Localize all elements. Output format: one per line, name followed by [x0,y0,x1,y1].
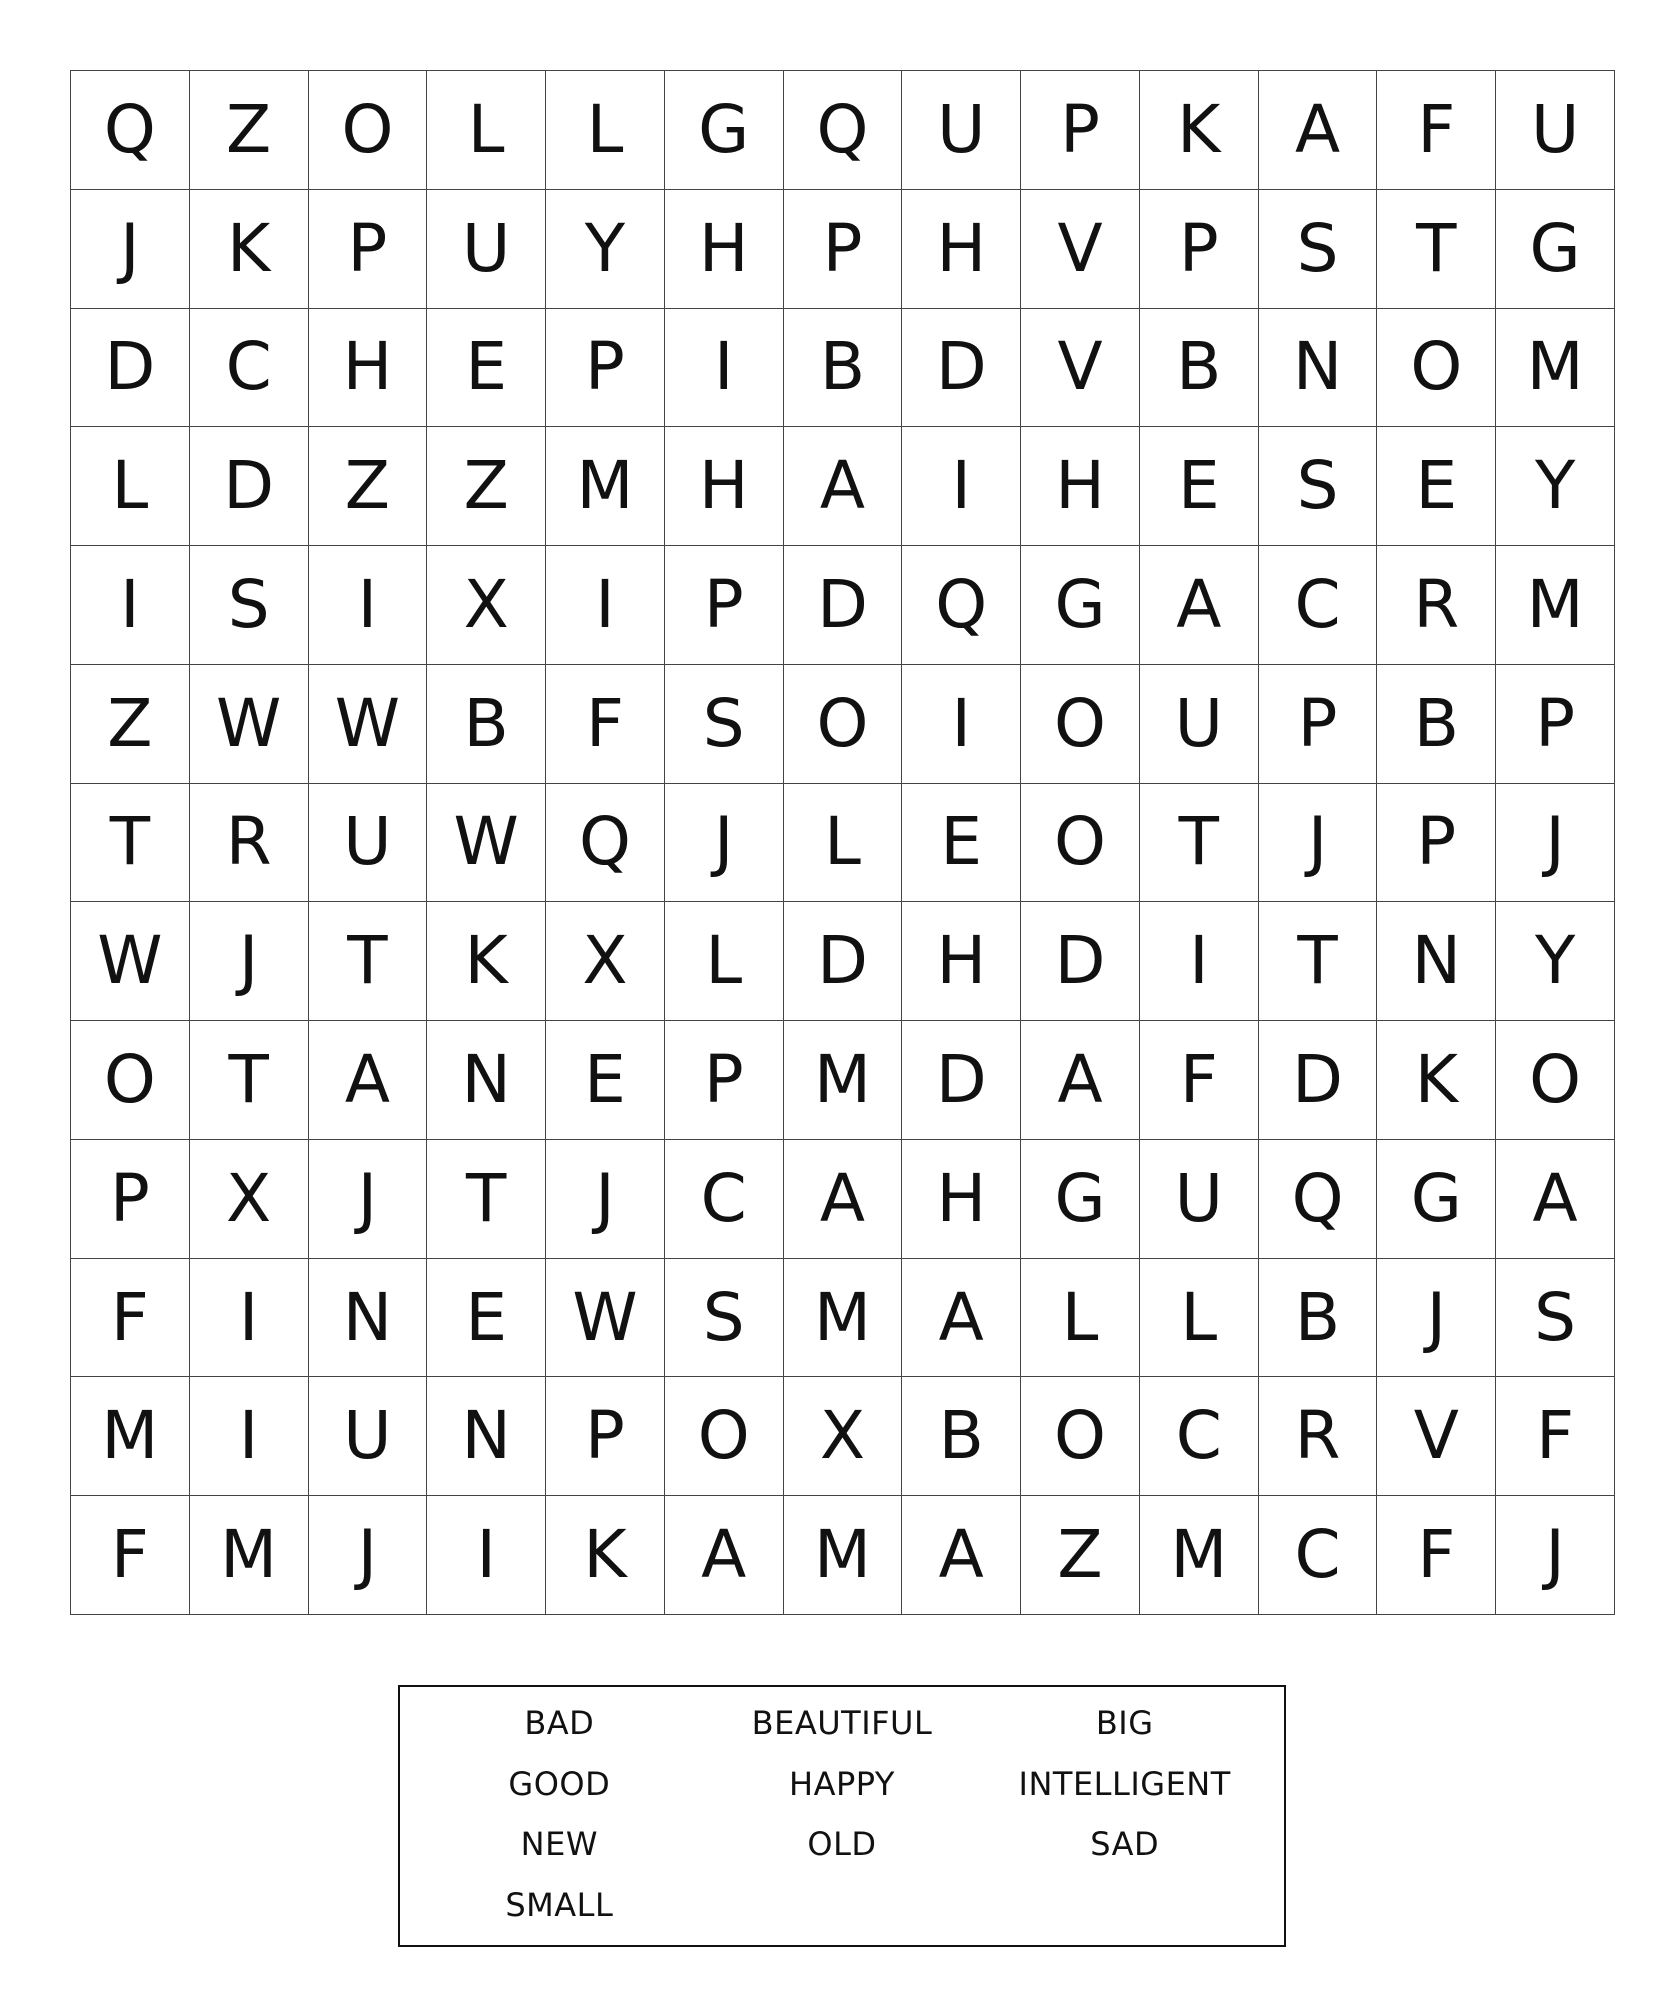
grid-cell[interactable]: F [71,1259,190,1378]
grid-cell[interactable]: A [784,427,903,546]
grid-cell[interactable]: S [1496,1259,1615,1378]
grid-cell[interactable]: X [427,546,546,665]
grid-cell[interactable]: W [546,1259,665,1378]
grid-cell[interactable]: L [784,784,903,903]
grid-cell[interactable]: G [1377,1140,1496,1259]
grid-cell[interactable]: F [546,665,665,784]
grid-cell[interactable]: I [427,1496,546,1615]
grid-cell[interactable]: E [427,1259,546,1378]
grid-cell[interactable]: L [71,427,190,546]
grid-cell[interactable]: Y [546,190,665,309]
grid-cell[interactable]: P [546,1377,665,1496]
grid-cell[interactable]: I [309,546,428,665]
grid-cell[interactable]: P [1021,71,1140,190]
word-list-item: SMALL [505,1885,614,1924]
word-list-item: INTELLIGENT [1018,1764,1231,1803]
grid-cell[interactable]: P [665,546,784,665]
grid-cell[interactable]: O [1377,309,1496,428]
grid-cell[interactable]: Z [71,665,190,784]
grid-cell[interactable]: B [1377,665,1496,784]
grid-cell[interactable]: X [784,1377,903,1496]
grid-cell[interactable]: S [665,665,784,784]
grid-cell[interactable]: E [902,784,1021,903]
grid-cell[interactable]: A [1496,1140,1615,1259]
grid-cell[interactable]: B [1140,309,1259,428]
grid-cell[interactable]: H [902,190,1021,309]
grid-cell[interactable]: S [1259,190,1378,309]
grid-cell[interactable]: P [784,190,903,309]
grid-cell[interactable]: H [665,190,784,309]
grid-cell[interactable]: K [546,1496,665,1615]
grid-cell[interactable]: D [71,309,190,428]
grid-cell[interactable]: O [1021,665,1140,784]
grid-cell[interactable]: E [1377,427,1496,546]
grid-cell[interactable]: B [1259,1259,1378,1378]
grid-cell[interactable]: A [309,1021,428,1140]
grid-cell[interactable]: T [71,784,190,903]
grid-cell[interactable]: M [784,1496,903,1615]
grid-cell[interactable]: M [71,1377,190,1496]
word-list-item: BEAUTIFUL [751,1704,933,1742]
grid-cell[interactable]: U [902,71,1021,190]
grid-cell[interactable]: Q [902,546,1021,665]
grid-cell[interactable]: K [1140,71,1259,190]
grid-cell[interactable]: W [309,665,428,784]
letter-grid [70,70,1615,1615]
grid-cell[interactable]: R [1377,546,1496,665]
grid-cell[interactable]: J [1377,1259,1496,1378]
grid-cell[interactable]: D [1259,1021,1378,1140]
grid-cell[interactable]: U [1140,1140,1259,1259]
grid-cell[interactable]: B [784,309,903,428]
grid-cell[interactable]: D [784,902,903,1021]
grid-cell[interactable]: G [1021,546,1140,665]
grid-cell[interactable]: D [902,309,1021,428]
grid-cell[interactable]: W [71,902,190,1021]
grid-cell[interactable]: O [1021,1377,1140,1496]
grid-cell[interactable]: V [1021,309,1140,428]
grid-cell[interactable]: H [902,1140,1021,1259]
grid-cell[interactable]: N [1377,902,1496,1021]
grid-cell[interactable]: I [902,427,1021,546]
grid-cell[interactable]: X [190,1140,309,1259]
grid-cell[interactable]: I [71,546,190,665]
grid-cell[interactable]: U [309,784,428,903]
grid-cell[interactable]: A [1021,1021,1140,1140]
grid-cell[interactable]: O [1021,784,1140,903]
grid-cell[interactable]: I [190,1259,309,1378]
grid-cell[interactable]: Z [309,427,428,546]
grid-cell[interactable]: U [309,1377,428,1496]
grid-cell[interactable]: L [546,71,665,190]
grid-cell[interactable]: L [1140,1259,1259,1378]
word-list-box [398,1685,1286,1947]
grid-cell[interactable]: O [1496,1021,1615,1140]
grid-cell[interactable]: R [1259,1377,1378,1496]
grid-cell[interactable]: K [190,190,309,309]
grid-cell[interactable]: F [1377,71,1496,190]
grid-cell[interactable]: S [190,546,309,665]
grid-cell[interactable]: O [784,665,903,784]
grid-cell[interactable]: F [1496,1377,1615,1496]
grid-cell[interactable]: B [427,665,546,784]
grid-cell[interactable]: C [190,309,309,428]
grid-cell[interactable]: M [784,1021,903,1140]
grid-cell[interactable]: T [190,1021,309,1140]
grid-cell[interactable]: A [1259,71,1378,190]
grid-cell[interactable]: E [1140,427,1259,546]
grid-cell[interactable]: P [665,1021,784,1140]
grid-cell[interactable]: M [1496,546,1615,665]
word-list-item: NEW [520,1825,598,1863]
grid-cell[interactable]: M [190,1496,309,1615]
grid-cell[interactable]: V [1021,190,1140,309]
grid-cell[interactable]: Z [190,71,309,190]
grid-cell[interactable]: Z [1021,1496,1140,1615]
grid-cell[interactable]: U [1140,665,1259,784]
grid-cell[interactable]: L [1021,1259,1140,1378]
grid-cell[interactable]: P [546,309,665,428]
grid-cell[interactable]: Q [71,71,190,190]
grid-cell[interactable]: I [546,546,665,665]
grid-cell[interactable]: J [1259,784,1378,903]
grid-cell[interactable]: I [1140,902,1259,1021]
grid-cell[interactable]: P [1496,665,1615,784]
grid-cell[interactable]: R [190,784,309,903]
grid-cell[interactable]: S [665,1259,784,1378]
grid-cell[interactable]: J [71,190,190,309]
grid-cell[interactable]: Q [546,784,665,903]
grid-cell[interactable]: N [1259,309,1378,428]
grid-cell[interactable]: T [309,902,428,1021]
grid-cell[interactable]: O [665,1377,784,1496]
grid-cell[interactable]: M [784,1259,903,1378]
grid-cell[interactable]: P [1140,190,1259,309]
grid-cell[interactable]: A [1140,546,1259,665]
grid-cell[interactable]: T [1259,902,1378,1021]
grid-cell[interactable]: T [1377,190,1496,309]
grid-cell[interactable]: C [1259,1496,1378,1615]
grid-cell[interactable]: W [427,784,546,903]
grid-cell[interactable]: A [902,1259,1021,1378]
grid-cell[interactable]: L [665,902,784,1021]
grid-cell[interactable]: T [1140,784,1259,903]
grid-cell[interactable]: Q [1259,1140,1378,1259]
grid-cell[interactable]: M [1496,309,1615,428]
grid-cell[interactable]: N [309,1259,428,1378]
grid-cell[interactable]: P [71,1140,190,1259]
grid-cell[interactable]: C [665,1140,784,1259]
grid-cell[interactable]: N [427,1021,546,1140]
grid-cell[interactable]: F [1140,1021,1259,1140]
grid-cell[interactable]: W [190,665,309,784]
grid-cell[interactable]: I [665,309,784,428]
grid-cell[interactable]: H [309,309,428,428]
grid-cell[interactable]: Z [427,427,546,546]
grid-cell[interactable]: U [1496,71,1615,190]
word-list-item: GOOD [508,1764,611,1803]
word-list-item: OLD [807,1825,877,1863]
grid-cell[interactable]: A [665,1496,784,1615]
grid-cell[interactable]: G [1496,190,1615,309]
grid-cell[interactable]: G [1021,1140,1140,1259]
grid-cell[interactable]: C [1259,546,1378,665]
grid-cell[interactable]: K [1377,1021,1496,1140]
grid-cell[interactable]: J [190,902,309,1021]
grid-cell[interactable]: I [902,665,1021,784]
grid-cell[interactable]: M [1140,1496,1259,1615]
grid-cell[interactable]: C [1140,1377,1259,1496]
grid-cell[interactable]: Y [1496,902,1615,1021]
word-list-item: HAPPY [789,1764,895,1803]
grid-cell[interactable]: A [902,1496,1021,1615]
grid-cell[interactable]: F [1377,1496,1496,1615]
grid-cell[interactable]: O [71,1021,190,1140]
grid-cell[interactable]: J [1496,784,1615,903]
grid-cell[interactable]: J [546,1140,665,1259]
grid-cell[interactable]: J [665,784,784,903]
word-list-item: SAD [1090,1825,1160,1863]
grid-cell[interactable]: D [784,546,903,665]
grid-cell[interactable]: L [427,71,546,190]
grid-cell[interactable]: K [427,902,546,1021]
grid-cell[interactable]: H [1021,427,1140,546]
grid-cell[interactable]: M [546,427,665,546]
grid-cell[interactable]: J [309,1496,428,1615]
grid-cell[interactable]: E [427,309,546,428]
grid-cell[interactable]: T [427,1140,546,1259]
word-list [418,1705,1266,1947]
grid-cell[interactable]: P [1377,784,1496,903]
grid-cell[interactable]: P [1259,665,1378,784]
grid-cell[interactable]: Y [1496,427,1615,546]
grid-cell[interactable]: B [902,1377,1021,1496]
word-list-item: BIG [1095,1704,1154,1742]
grid-cell[interactable]: N [427,1377,546,1496]
grid-cell[interactable]: V [1377,1377,1496,1496]
grid-cell[interactable]: D [902,1021,1021,1140]
grid-cell[interactable]: F [71,1496,190,1615]
grid-cell[interactable]: H [665,427,784,546]
grid-cell[interactable]: Q [784,71,903,190]
grid-cell[interactable]: D [1021,902,1140,1021]
grid-cell[interactable]: P [309,190,428,309]
grid-cell[interactable]: I [190,1377,309,1496]
grid-cell[interactable]: A [784,1140,903,1259]
grid-cell[interactable]: D [190,427,309,546]
grid-cell[interactable]: E [546,1021,665,1140]
grid-cell[interactable]: J [1496,1496,1615,1615]
grid-cell[interactable]: S [1259,427,1378,546]
word-list-item: BAD [524,1704,595,1742]
grid-cell[interactable]: G [665,71,784,190]
grid-cell[interactable]: O [309,71,428,190]
grid-cell[interactable]: J [309,1140,428,1259]
grid-cell[interactable]: U [427,190,546,309]
grid-cell[interactable]: X [546,902,665,1021]
grid-cell[interactable]: H [902,902,1021,1021]
